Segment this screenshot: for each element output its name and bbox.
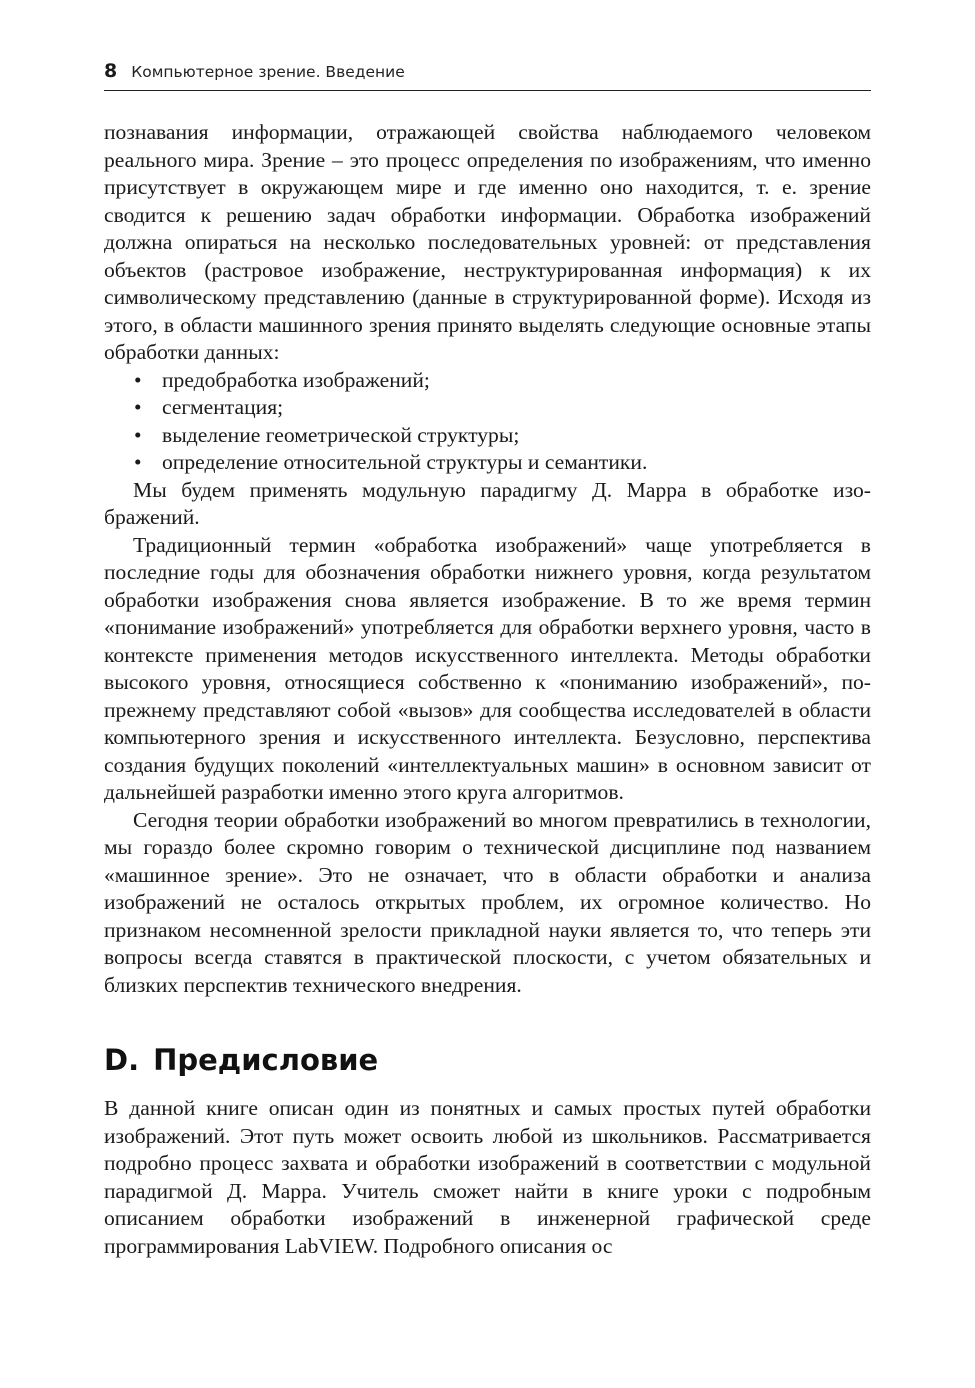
paragraph-marr: Мы будем применять модульную парадигму Д. Марра в обработке изображений. bbox=[104, 477, 871, 529]
list-item-text: предобработка изображений; bbox=[162, 367, 430, 392]
running-header bbox=[104, 60, 871, 91]
list-item-text: определение относительной структуры и семантики. bbox=[162, 450, 648, 474]
list-item-text: выделение геометрической структуры; bbox=[162, 422, 520, 447]
list-item bbox=[104, 394, 871, 422]
body-text bbox=[104, 119, 871, 1260]
book-page bbox=[104, 60, 871, 1260]
section-title: Предисловие bbox=[153, 1043, 379, 1077]
paragraph-today: Сегодня теории обработки изображений во многом превратились в технологии, мы гораздо более скромно говорим о технической дисциплине под названием «машинное зрение». Это не означает, что в области обработки и анализа изображений не осталось открытых проблем, их огромное количество. Но признаком несомненной зрелости прикладной науки является то, что теперь эти вопросы всегда ставятся в практической плоскости, с учетом обязательных и близких перспектив технического внедрения. bbox=[104, 807, 871, 997]
processing-stages-list bbox=[104, 367, 871, 477]
paragraph-traditional-term: Традиционный термин «обработка изображений» чаще употребляется в последние годы для обозначения обработки нижнего уровня, когда результатом обработки изображения снова является изображение. В то же время термин «понимание изображений» употребляется для обработки верхнего уровня, часто в контексте применения методов искусственного интеллекта. Методы обработки высокого уровня, относящиеся собственно к «пониманию изображений», по-прежнему представляют собой «вызов» для сообщества исследователей в области компьютерного зрения и искусственного интеллекта. Безусловно, перспектива создания будущих поколений «интеллектуальных машин» в основном зависит от дальнейшей разработки именно этого круга алгоритмов. bbox=[104, 532, 871, 804]
list-item bbox=[104, 449, 871, 477]
paragraph-continuation: познавания информации, отражающей свойства наблюдаемого человеком реального мира. Зрение – это процесс определения по изображениям, что именно присутствует в окружающем мире и где именно оно находится, т. е. зрение сводится к решению задач обработки информации. Обработка изображений должна опираться на несколько последовательных уровней: от представления объектов (растровое изображение, неструктурированная информация) к их символическому представлению (данные в структурированной форме). Исходя из этого, в области машинного зрения принято выделять следующие основные этапы обработки данных: bbox=[104, 120, 871, 364]
paragraph-preface: В данной книге описан один из понятных и самых простых путей обработки изображений. Этот путь может освоить любой из школьников. Рассматривается подробно процесс захвата и обработки изображений в соответствии с модульной парадигмой Д. Марра. Учитель сможет найти в книге уроки с подробным описанием обработки изображений в инженерной графической среде программирования LabVIEW. Подробного описания ос bbox=[104, 1096, 871, 1258]
section-heading bbox=[104, 1043, 871, 1077]
bullet-icon: • bbox=[134, 367, 142, 392]
bullet-icon: • bbox=[134, 422, 142, 447]
page-number: 8 bbox=[104, 60, 118, 82]
list-item-text: сегментация; bbox=[162, 395, 284, 419]
section-letter: D. bbox=[104, 1043, 140, 1077]
bullet-icon: • bbox=[134, 395, 142, 419]
list-item bbox=[104, 422, 871, 450]
running-title: Компьютерное зрение. Введение bbox=[131, 63, 405, 81]
list-item bbox=[104, 367, 871, 395]
bullet-icon: • bbox=[134, 450, 142, 474]
